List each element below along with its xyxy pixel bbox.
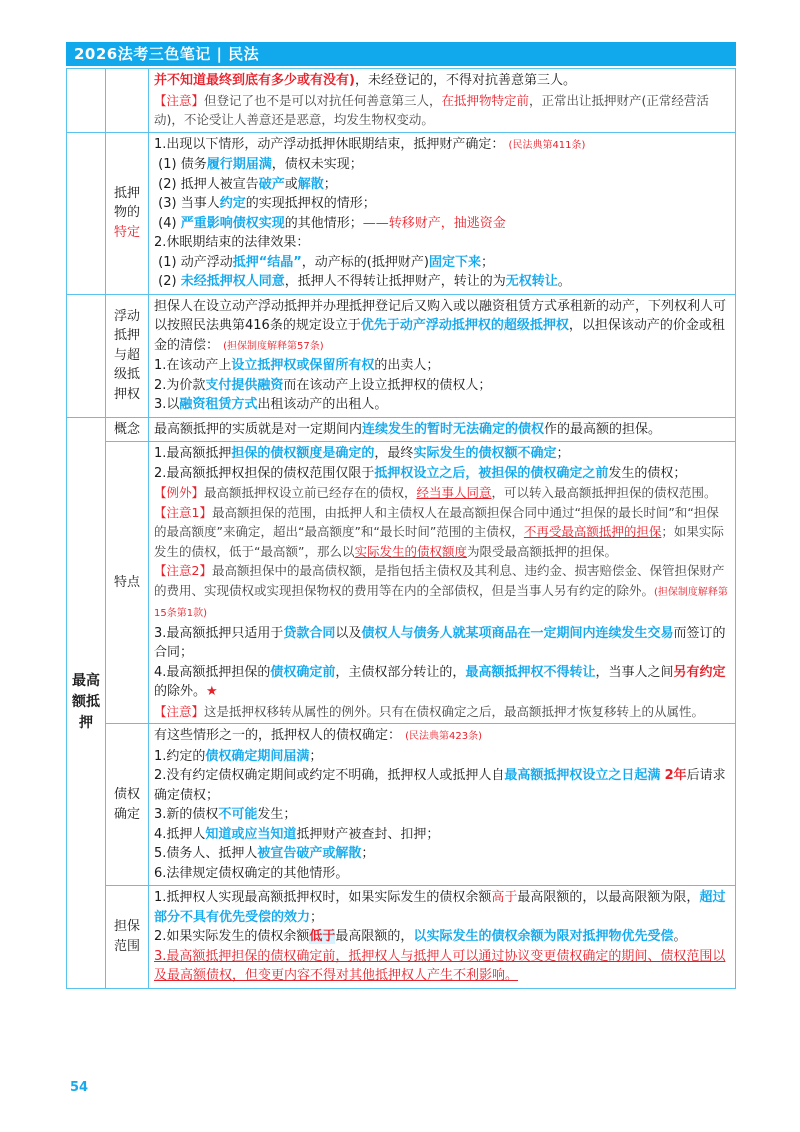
table-row	[67, 724, 736, 886]
texing-content: 1.出现以下情形，动产浮动抵押休眠期结束，抵押财产确定： (民法典第411条) (1) 债务履行期届满，债权未实现； (2) 抵押人被宣告破产或解散； (3) 当事人约定的实现抵押权的情形； (4) 严重影响债权实现的其他情形；——转移财产，抽逃资金 2.休眠期结束的法律效果： (1) 动产浮动抵押“结晶”，动产标的(抵押财产)固定下来； (2) 未经抵押权人同意，抵押人不得转让抵押财产，转让的为无权转让。	[149, 132, 736, 294]
star-icon: ★	[206, 684, 218, 699]
table-row	[67, 886, 736, 989]
row-label-chaoji: 浮动 抵押 与超 级抵 押权	[106, 294, 149, 417]
table-row	[67, 294, 736, 417]
table-row	[67, 417, 736, 442]
fanwei-content: 1.抵押权人实现最高额抵押权时，如果实际发生的债权余额高于最高限额的，以最高限额为限，超过部分不具有优先受偿的效力； 2.如果实际发生的债权余额低于最高限额的，以实际发生的债权余额为限对抵押物优先受偿。 3.最高额抵押担保的债权确定前，抵押权人与抵押人可以通过协议变更债权确定的期间、债权范围以及最高额债权，但变更内容不得对其他抵押权人产生不利影响。	[149, 886, 736, 989]
queding-content: 有这些情形之一的，抵押权人的债权确定： (民法典第423条) 1.约定的债权确定期间届满； 2.没有约定债权确定期间或约定不明确，抵押权人或抵押人自最高额抵押权设立之日起满 2年后请求确定债权； 3.新的债权不可能发生； 4.抵押人知道或应当知道抵押财产被查封、扣押； 5.债务人、抵押人被宣告破产或解散； 6.法律规定债权确定的其他情形。	[149, 724, 736, 886]
row-label-gainian: 概念	[106, 417, 149, 442]
gainian-content: 最高额抵押的实质就是对一定期间内连续发生的暂时无法确定的债权作的最高额的担保。	[149, 417, 736, 442]
row-label-fanwei: 担保 范围	[106, 886, 149, 989]
section-label-zuigao: 最高 额抵 押	[67, 417, 106, 988]
row-label-texing: 抵押 物的 特定	[106, 132, 149, 294]
chaoji-content: 担保人在设立动产浮动抵押并办理抵押登记后又购入或以融资租赁方式承租新的动产，下列权利人可以按照民法典第416条的规定设立于优先于动产浮动抵押权的超级抵押权，以担保该动产的价金或租金的清偿： (担保制度解释第57条) 1.在该动产上设立抵押权或保留所有权的出卖人； 2.为价款支付提供融资而在该动产上设立抵押权的债权人； 3.以融资租赁方式出租该动产的出租人。	[149, 294, 736, 417]
table-row	[67, 132, 736, 294]
row-label-queding: 债权 确定	[106, 724, 149, 886]
page-number: 54	[70, 1080, 89, 1095]
row-label-tedian: 特点	[106, 442, 149, 724]
header-title: 2026法考三色笔记 | 民法	[74, 45, 260, 63]
tedian-content: 1.最高额抵押担保的债权额度是确定的，最终实际发生的债权额不确定； 2.最高额抵押权担保的债权范围仅限于抵押权设立之后，被担保的债权确定之前发生的债权； 【例外】最高额抵押权设立前已经存在的债权，经当事人同意，可以转入最高额抵押担保的债权范围。 【注意1】最高额担保的范围，由抵押人和主债权人在最高额担保合同中通过“担保的最长时间”和“担保的最高额度”来确定，超出“最高额度”和“最长时间”范围的主债权，不再受最高额抵押的担保；如果实际发生的债权，低于“最高额”，那么以实际发生的债权额度为限受最高额抵押的担保。 【注意2】最高额担保中的最高债权额，是指包括主债权及其利息、违约金、损害赔偿金、保管担保财产的费用、实现债权或实现担保物权的费用等在内的全部债权，但是当事人另有约定的除外。(担保制度解释第15条第1款) 3.最高额抵押只适用于贷款合同以及债权人与债务人就某项商品在一定期间内连续发生交易而签订的合同； 4.最高额抵押担保的债权确定前，主债权部分转让的，最高额抵押权不得转让，当事人之间另有约定的除外。★ 【注意】这是抵押权移转从属性的例外。只有在债权确定之后，最高额抵押才恢复移转上的从属性。	[149, 442, 736, 724]
page-header	[66, 42, 736, 66]
table-row	[67, 442, 736, 724]
law-notes-table	[66, 68, 736, 989]
table-row	[67, 69, 736, 133]
continuation-cell: 并不知道最终到底有多少或有没有)，未经登记的，不得对抗善意第三人。 【注意】但登记了也不是可以对抗任何善意第三人，在抵押物特定前，正常出让抵押财产(正常经营活动)，不论受让人善意还是恶意，均发生物权变动。	[149, 69, 736, 133]
